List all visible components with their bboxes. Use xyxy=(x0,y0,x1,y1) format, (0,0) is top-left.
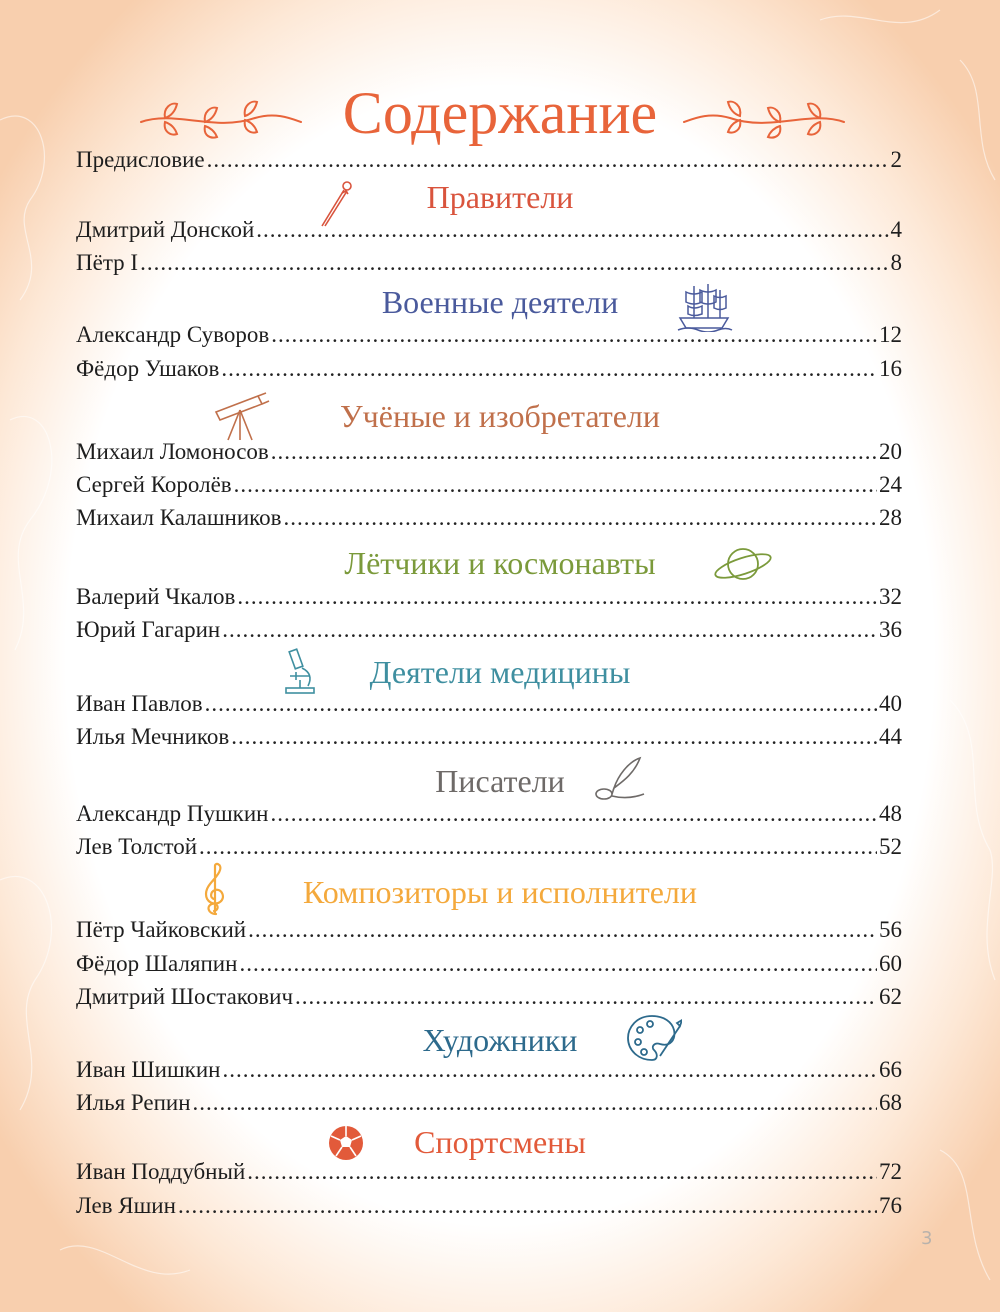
toc-entry[interactable] xyxy=(76,1088,902,1118)
section-title: Учёные и изобретатели xyxy=(340,398,660,434)
section-title: Композиторы и исполнители xyxy=(303,874,697,910)
toc-entry-page: 62 xyxy=(879,984,902,1009)
dot-leader xyxy=(178,1191,877,1221)
toc-entry[interactable] xyxy=(76,215,902,245)
toc-entry-name: Фёдор Шаляпин xyxy=(76,951,238,976)
toc-entry-name: Лев Толстой xyxy=(76,834,198,859)
dot-leader xyxy=(271,320,877,350)
toc-entry-name: Илья Репин xyxy=(76,1090,191,1115)
section-heading-medicine xyxy=(0,650,1000,694)
toc-entry-page: 12 xyxy=(879,322,902,347)
toc-entry[interactable] xyxy=(76,1191,902,1221)
section-heading-military xyxy=(0,280,1000,324)
toc-entry[interactable] xyxy=(76,503,902,533)
toc-entry-page: 56 xyxy=(879,917,902,942)
toc-entry[interactable] xyxy=(76,722,902,752)
toc-entry-name: Дмитрий Шостакович xyxy=(76,984,294,1009)
toc-entry[interactable] xyxy=(76,1157,902,1187)
telescope-icon xyxy=(212,390,272,442)
section-title: Художники xyxy=(422,1022,578,1058)
toc-entry-preface[interactable] xyxy=(76,145,902,175)
toc-entry-name: Александр Пушкин xyxy=(76,801,269,826)
toc-entry-page: 2 xyxy=(890,147,902,172)
toc-entry-page: 20 xyxy=(879,439,902,464)
toc-entry-name: Иван Павлов xyxy=(76,691,203,716)
title-block xyxy=(0,78,1000,148)
section-heading-composers xyxy=(0,870,1000,914)
treble-clef-icon xyxy=(200,862,230,918)
toc-entry-page: 76 xyxy=(879,1193,902,1218)
dot-leader xyxy=(295,982,877,1012)
toc-entry-name: Дмитрий Донской xyxy=(76,217,255,242)
toc-entry-page: 44 xyxy=(879,724,902,749)
dot-leader xyxy=(231,722,877,752)
toc-entry-page: 60 xyxy=(879,951,902,976)
toc-entry-page: 16 xyxy=(879,356,902,381)
toc-entry[interactable] xyxy=(76,354,902,384)
toc-entry-name: Фёдор Ушаков xyxy=(76,356,220,381)
toc-entry-name: Иван Поддубный xyxy=(76,1159,246,1184)
toc-entry[interactable] xyxy=(76,1055,902,1085)
toc-entry-name: Пётр I xyxy=(76,250,139,275)
toc-entry-name: Валерий Чкалов xyxy=(76,584,236,609)
planet-icon xyxy=(712,540,774,588)
toc-entry-page: 4 xyxy=(890,217,902,242)
section-heading-writers xyxy=(0,759,1000,803)
toc-entry[interactable] xyxy=(76,799,902,829)
toc-entry[interactable] xyxy=(76,982,902,1012)
toc-entry-page: 32 xyxy=(879,584,902,609)
toc-entry-name: Михаил Ломоносов xyxy=(76,439,269,464)
dot-leader xyxy=(205,689,877,719)
dot-leader xyxy=(234,470,877,500)
section-title: Лётчики и космонавты xyxy=(344,545,656,581)
toc-entry-page: 66 xyxy=(879,1057,902,1082)
page-number: 3 xyxy=(921,1228,933,1249)
toc-entry-page: 68 xyxy=(879,1090,902,1115)
toc-entry-page: 48 xyxy=(879,801,902,826)
dot-leader xyxy=(248,915,877,945)
toc-entry[interactable] xyxy=(76,437,902,467)
section-heading-pilots xyxy=(0,541,1000,585)
dot-leader xyxy=(239,949,877,979)
toc-entry-name: Лев Яшин xyxy=(76,1193,176,1218)
section-title: Военные деятели xyxy=(381,284,619,320)
toc-entry-page: 72 xyxy=(879,1159,902,1184)
dot-leader xyxy=(270,799,877,829)
dot-leader xyxy=(222,615,877,645)
toc-entry-name: Александр Суворов xyxy=(76,322,270,347)
dot-leader xyxy=(199,832,877,862)
dot-leader xyxy=(237,582,877,612)
section-title: Писатели xyxy=(435,763,565,799)
toc-entry[interactable] xyxy=(76,320,902,350)
dot-leader xyxy=(247,1157,877,1187)
toc-entry-page: 36 xyxy=(879,617,902,642)
quill-inkwell-icon xyxy=(592,754,648,802)
toc-entry[interactable] xyxy=(76,582,902,612)
page-title: Содержание xyxy=(342,80,658,146)
toc-entry[interactable] xyxy=(76,949,902,979)
section-heading-scientists xyxy=(0,394,1000,438)
toc-entry-name: Илья Мечников xyxy=(76,724,230,749)
toc-entry[interactable] xyxy=(76,470,902,500)
toc-entry[interactable] xyxy=(76,689,902,719)
section-heading-rulers xyxy=(0,175,1000,219)
toc-entry-name: Иван Шишкин xyxy=(76,1057,221,1082)
dot-leader xyxy=(207,145,889,175)
dot-leader xyxy=(221,354,877,384)
dot-leader xyxy=(284,503,877,533)
toc-entry-page: 8 xyxy=(890,250,902,275)
dot-leader xyxy=(193,1088,877,1118)
dot-leader xyxy=(271,437,877,467)
toc-entry-name: Юрий Гагарин xyxy=(76,617,221,642)
toc-entry[interactable] xyxy=(76,615,902,645)
toc-entry-name: Михаил Калашников xyxy=(76,505,282,530)
section-title: Спортсмены xyxy=(414,1124,586,1160)
toc-entry-name: Пётр Чайковский xyxy=(76,917,247,942)
dot-leader xyxy=(140,248,888,278)
toc-entry-page: 52 xyxy=(879,834,902,859)
toc-entry[interactable] xyxy=(76,915,902,945)
toc-entry[interactable] xyxy=(76,248,902,278)
toc-entry-name: Сергей Королёв xyxy=(76,472,232,497)
toc-entry-name: Предисловие xyxy=(76,147,205,172)
toc-entry-page: 40 xyxy=(879,691,902,716)
dot-leader xyxy=(222,1055,877,1085)
right-laurel-ornament xyxy=(680,92,850,140)
section-title: Деятели медицины xyxy=(369,654,631,690)
section-title: Правители xyxy=(426,179,574,215)
toc-entry-page: 24 xyxy=(879,472,902,497)
dot-leader xyxy=(256,215,888,245)
toc-entry-page: 28 xyxy=(879,505,902,530)
toc-entry[interactable] xyxy=(76,832,902,862)
